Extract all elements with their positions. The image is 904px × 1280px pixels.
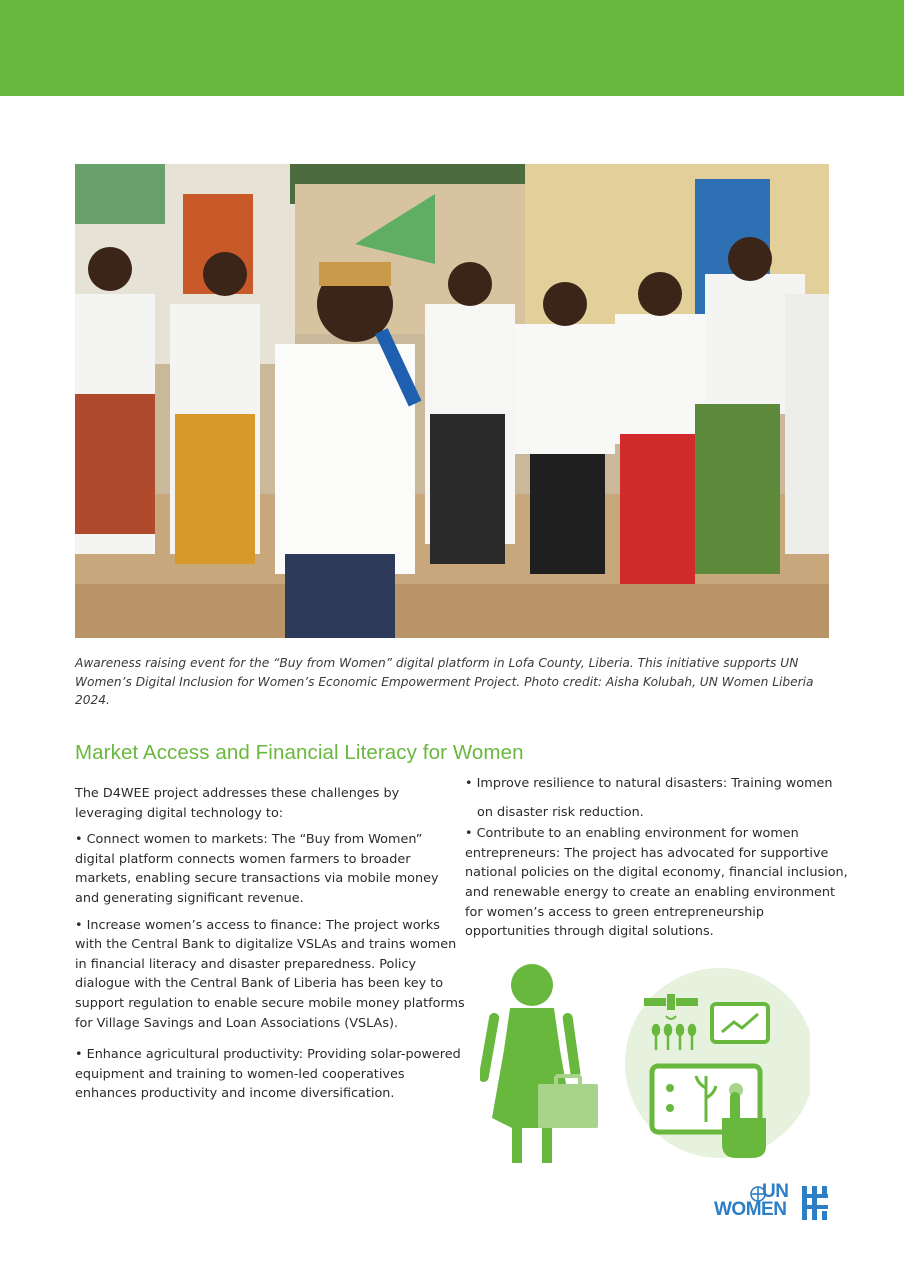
bullet-access-finance: • Increase women’s access to finance: The project works with the Central Bank to digitalize VSLAs and trains women in financial literacy and disaster preparedness. Policy dialogue with the Central Bank of Liberia has been key to support regulation to enable secure mobile money platforms for Village Savings and Loan Associations (VSLAs). [75, 917, 465, 1031]
bullet-resilience: • Improve resilience to natural disasters: Training women [465, 776, 833, 791]
bullet-connect-markets: • Connect women to markets: The “Buy from Women” digital platform connects women farmers to broader markets, enabling secure transactions via mobile money and generating significant revenue. [75, 832, 439, 906]
right-column [465, 774, 850, 942]
bullet-agricultural-productivity: • Enhance agricultural productivity: Providing solar-powered equipment and training to women-led cooperatives enhances productivity and income diversification. [75, 1047, 461, 1102]
event-photo [75, 164, 829, 638]
section-heading: Market Access and Financial Literacy for Women [75, 741, 524, 764]
header-band [0, 0, 904, 96]
bullet-resilience-continued: on disaster risk reduction. [477, 804, 644, 820]
equality-symbol-icon [802, 1186, 828, 1220]
photo-caption: Awareness raising event for the “Buy from Women” digital platform in Lofa County, Liberia. This initiative supports UN Women’s Digital Inclusion for Women’s Economic Empowerment Project. Photo credit: Aisha Kolubah, UN Women Liberia 2024. [75, 656, 814, 707]
trend-chart-icon [712, 1004, 768, 1042]
bullet-enabling-environment: • Contribute to an enabling environment for women entrepreneurs: The project has advocated for supportive national policies on the digital economy, financial inclusion, and renewable energy to create an enabling environment for women’s access to green entrepreneurship opportunities through digital solutions. [465, 826, 848, 940]
intro-paragraph: The D4WEE project addresses these challenges by leveraging digital technology to: [75, 786, 400, 821]
left-column [75, 784, 465, 1104]
logo-text-women: WOMEN [714, 1199, 787, 1220]
un-women-logo [714, 1183, 832, 1223]
logo-text-un: UN [762, 1181, 789, 1202]
women-digital-illustration [480, 958, 810, 1173]
woman-figure-icon [480, 964, 581, 1163]
